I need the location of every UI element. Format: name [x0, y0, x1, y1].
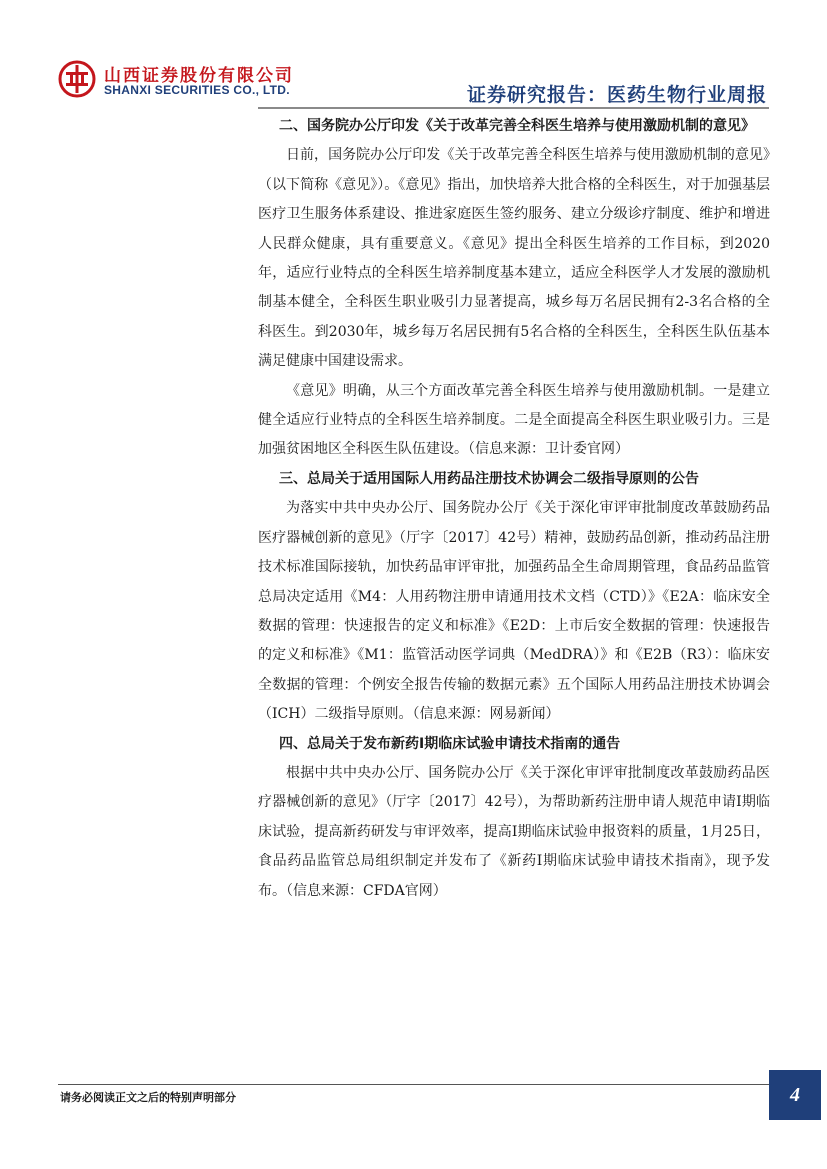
page-number-badge: 4: [769, 1070, 821, 1120]
section-2-paragraph-2: 《意见》明确，从三个方面改革完善全科医生培养与使用激励机制。一是建立健全适应行业特点的全科医生培养制度。二是全面提高全科医生职业吸引力。三是加强贫困地区全科医生队伍建设。（信息来源：卫计委官网）: [258, 382, 770, 458]
section-4-paragraph-1: 根据中共中央办公厅、国务院办公厅《关于深化审评审批制度改革鼓励药品医疗器械创新的意见》（厅字〔2017〕42号），为帮助新药注册申请人规范申请I期临床试验，提高新药研发与审评效率，提高I期临床试验申报资料的质量，1月25日，食品药品监管总局组织制定并发布了《新药I期临床试验申请技术指南》，现予发布。（信息来源：CFDA官网）: [258, 764, 770, 899]
section-heading-3: 三、总局关于适用国际人用药品注册技术协调会二级指导原则的公告: [279, 470, 699, 487]
company-name-en: SHANXI SECURITIES CO., LTD.: [104, 83, 290, 97]
header-divider: [258, 107, 769, 109]
company-name-cn: 山西证券股份有限公司: [104, 66, 294, 86]
section-2-paragraph-1: 日前，国务院办公厅印发《关于改革完善全科医生培养与使用激励机制的意见》（以下简称《意见》）。《意见》指出，加快培养大批合格的全科医生，对于加强基层医疗卫生服务体系建设、推进家庭医生签约服务、建立分级诊疗制度、维护和增进人民群众健康，具有重要意义。《意见》提出全科医生培养的工作目标，到2020年，适应行业特点的全科医生培养制度基本建立，适应全科医学人才发展的激励机制基本健全，全科医生职业吸引力显著提高，城乡每万名居民拥有2-3名合格的全科医生。到2030年，城乡每万名居民拥有5名合格的全科医生，全科医生队伍基本满足健康中国建设需求。: [258, 147, 770, 370]
company-logo: [58, 58, 358, 104]
report-body: [258, 112, 770, 906]
company-logo-icon: [58, 60, 96, 98]
footer-divider: [58, 1084, 769, 1085]
section-heading-4: 四、总局关于发布新药I期临床试验申请技术指南的通告: [279, 735, 621, 752]
section-3-paragraph-1: 为落实中共中央办公厅、国务院办公厅《关于深化审评审批制度改革鼓励药品医疗器械创新的意见》（厅字〔2017〕42号）精神，鼓励药品创新，推动药品注册技术标准国际接轨，加快药品审评审批，加强药品全生命周期管理，食品药品监管总局决定适用《M4：人用药物注册申请通用技术文档（CTD）》《E2A：临床安全数据的管理：快速报告的定义和标准》《E2D：上市后安全数据的管理：快速报告的定义和标准》《M1：监管活动医学词典（MedDRA）》和《E2B（R3）：临床安全数据的管理：个例安全报告传输的数据元素》五个国际人用药品注册技术协调会（ICH）二级指导原则。（信息来源：网易新闻）: [258, 500, 770, 723]
report-type-title: 证券研究报告：医药生物行业周报: [466, 84, 767, 106]
section-heading-2: 二、国务院办公厅印发《关于改革完善全科医生培养与使用激励机制的意见》: [279, 118, 755, 134]
footer-disclaimer: 请务必阅读正文之后的特别声明部分: [60, 1091, 236, 1104]
